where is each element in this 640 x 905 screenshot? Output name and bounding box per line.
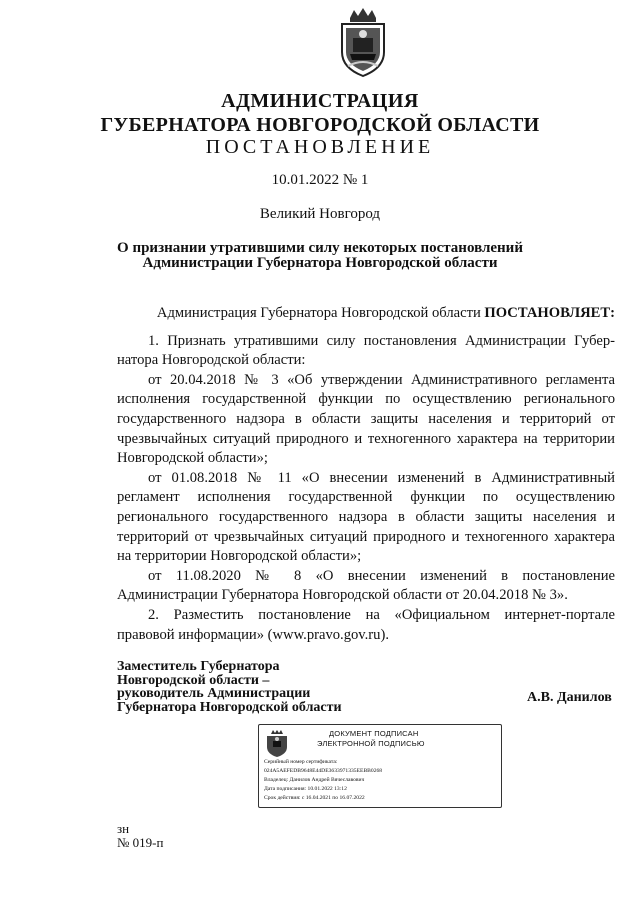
item-1: 1. Признать утратившими силу постановления Администрации Губернатора Новгородской области:	[117, 332, 615, 369]
organization-title-line1: АДМИНИСТРАЦИЯ	[221, 90, 419, 112]
footer-number: № 019-п	[117, 835, 164, 850]
subitem-1: от 20.04.2018 № 3 «Об утверждении Административного регламента исполнения государственной функции по осуществлению регионального государственного надзора в области защиты населения и территорий от чрезвычайных ситуаций природного и техногенного характера на территории Новгородской области»;	[117, 371, 615, 467]
document-subject-line2: Администрации Губернатора Новгородской области	[142, 255, 498, 271]
lead-bold-text: ПОСТАНОВЛЯЕТ:	[484, 305, 615, 321]
document-subject-line1: О признании утратившими силу некоторых постановлений	[117, 240, 523, 256]
document-city: Великий Новгород	[259, 206, 381, 222]
stamp-title-line1: ДОКУМЕНТ ПОДПИСАН	[329, 729, 419, 738]
subitem-3: от 11.08.2020 № 8 «О внесении изменений в постановление Администрации Губернатора Новгородской области от 20.04.2018 № 3».	[117, 567, 615, 604]
signatory-line2: Новгородской области –	[117, 672, 270, 688]
item-2: 2. Разместить постановление на «Официальном интернет-портале правовой информации» (www.pravo.gov.ru).	[117, 606, 615, 643]
stamp-details	[264, 758, 382, 803]
signatory-line4: Губернатора Новгородской области	[117, 699, 342, 715]
footer-initials: зн	[117, 821, 130, 836]
signatory-position	[117, 660, 342, 714]
stamp-signed-date: Дата подписания: 10.01.2022 13:12	[264, 786, 347, 792]
organization-title-line2: ГУБЕРНАТОРА НОВГОРОДСКОЙ ОБЛАСТИ	[100, 114, 540, 136]
stamp-title-line2: ЭЛЕКТРОННОЙ ПОДПИСЬЮ	[317, 739, 425, 748]
resolution-lead	[117, 304, 615, 324]
stamp-validity: Срок действия: с 16.04.2021 по 16.07.2022	[264, 795, 365, 801]
signatory-line3: руководитель Администрации	[117, 686, 311, 701]
stamp-cert-label: Серийный номер сертификата:	[264, 759, 338, 765]
stamp-cert-value: 024A5AEFEDB9648E44DE3633971335EEBB0268	[264, 768, 383, 774]
electronic-signature-stamp	[258, 724, 502, 808]
footer-reference	[117, 822, 163, 850]
document-type: ПОСТАНОВЛЕНИЕ	[205, 136, 435, 158]
lead-text: Администрация Губернатора Новгородской области	[156, 305, 485, 321]
signatory-name: А.В. Данилов	[527, 690, 612, 705]
signatory-line1: Заместитель Губернатора	[117, 659, 280, 674]
stamp-owner: Владелец: Данилов Андрей Вячеславович	[264, 777, 365, 783]
coat-of-arms-emblem	[338, 8, 388, 78]
subitem-2: от 01.08.2018 № 11 «О внесении изменений в Административный регламент исполнения государственной функции по осуществлению регионального государственного надзора в области защиты населения и территорий от чрезвычайных ситуаций природного и техногенного характера на территории Новгородской области»;	[117, 469, 615, 565]
stamp-emblem-icon	[265, 730, 289, 757]
document-body	[117, 304, 615, 645]
document-date-number: 10.01.2022 № 1	[271, 172, 369, 188]
